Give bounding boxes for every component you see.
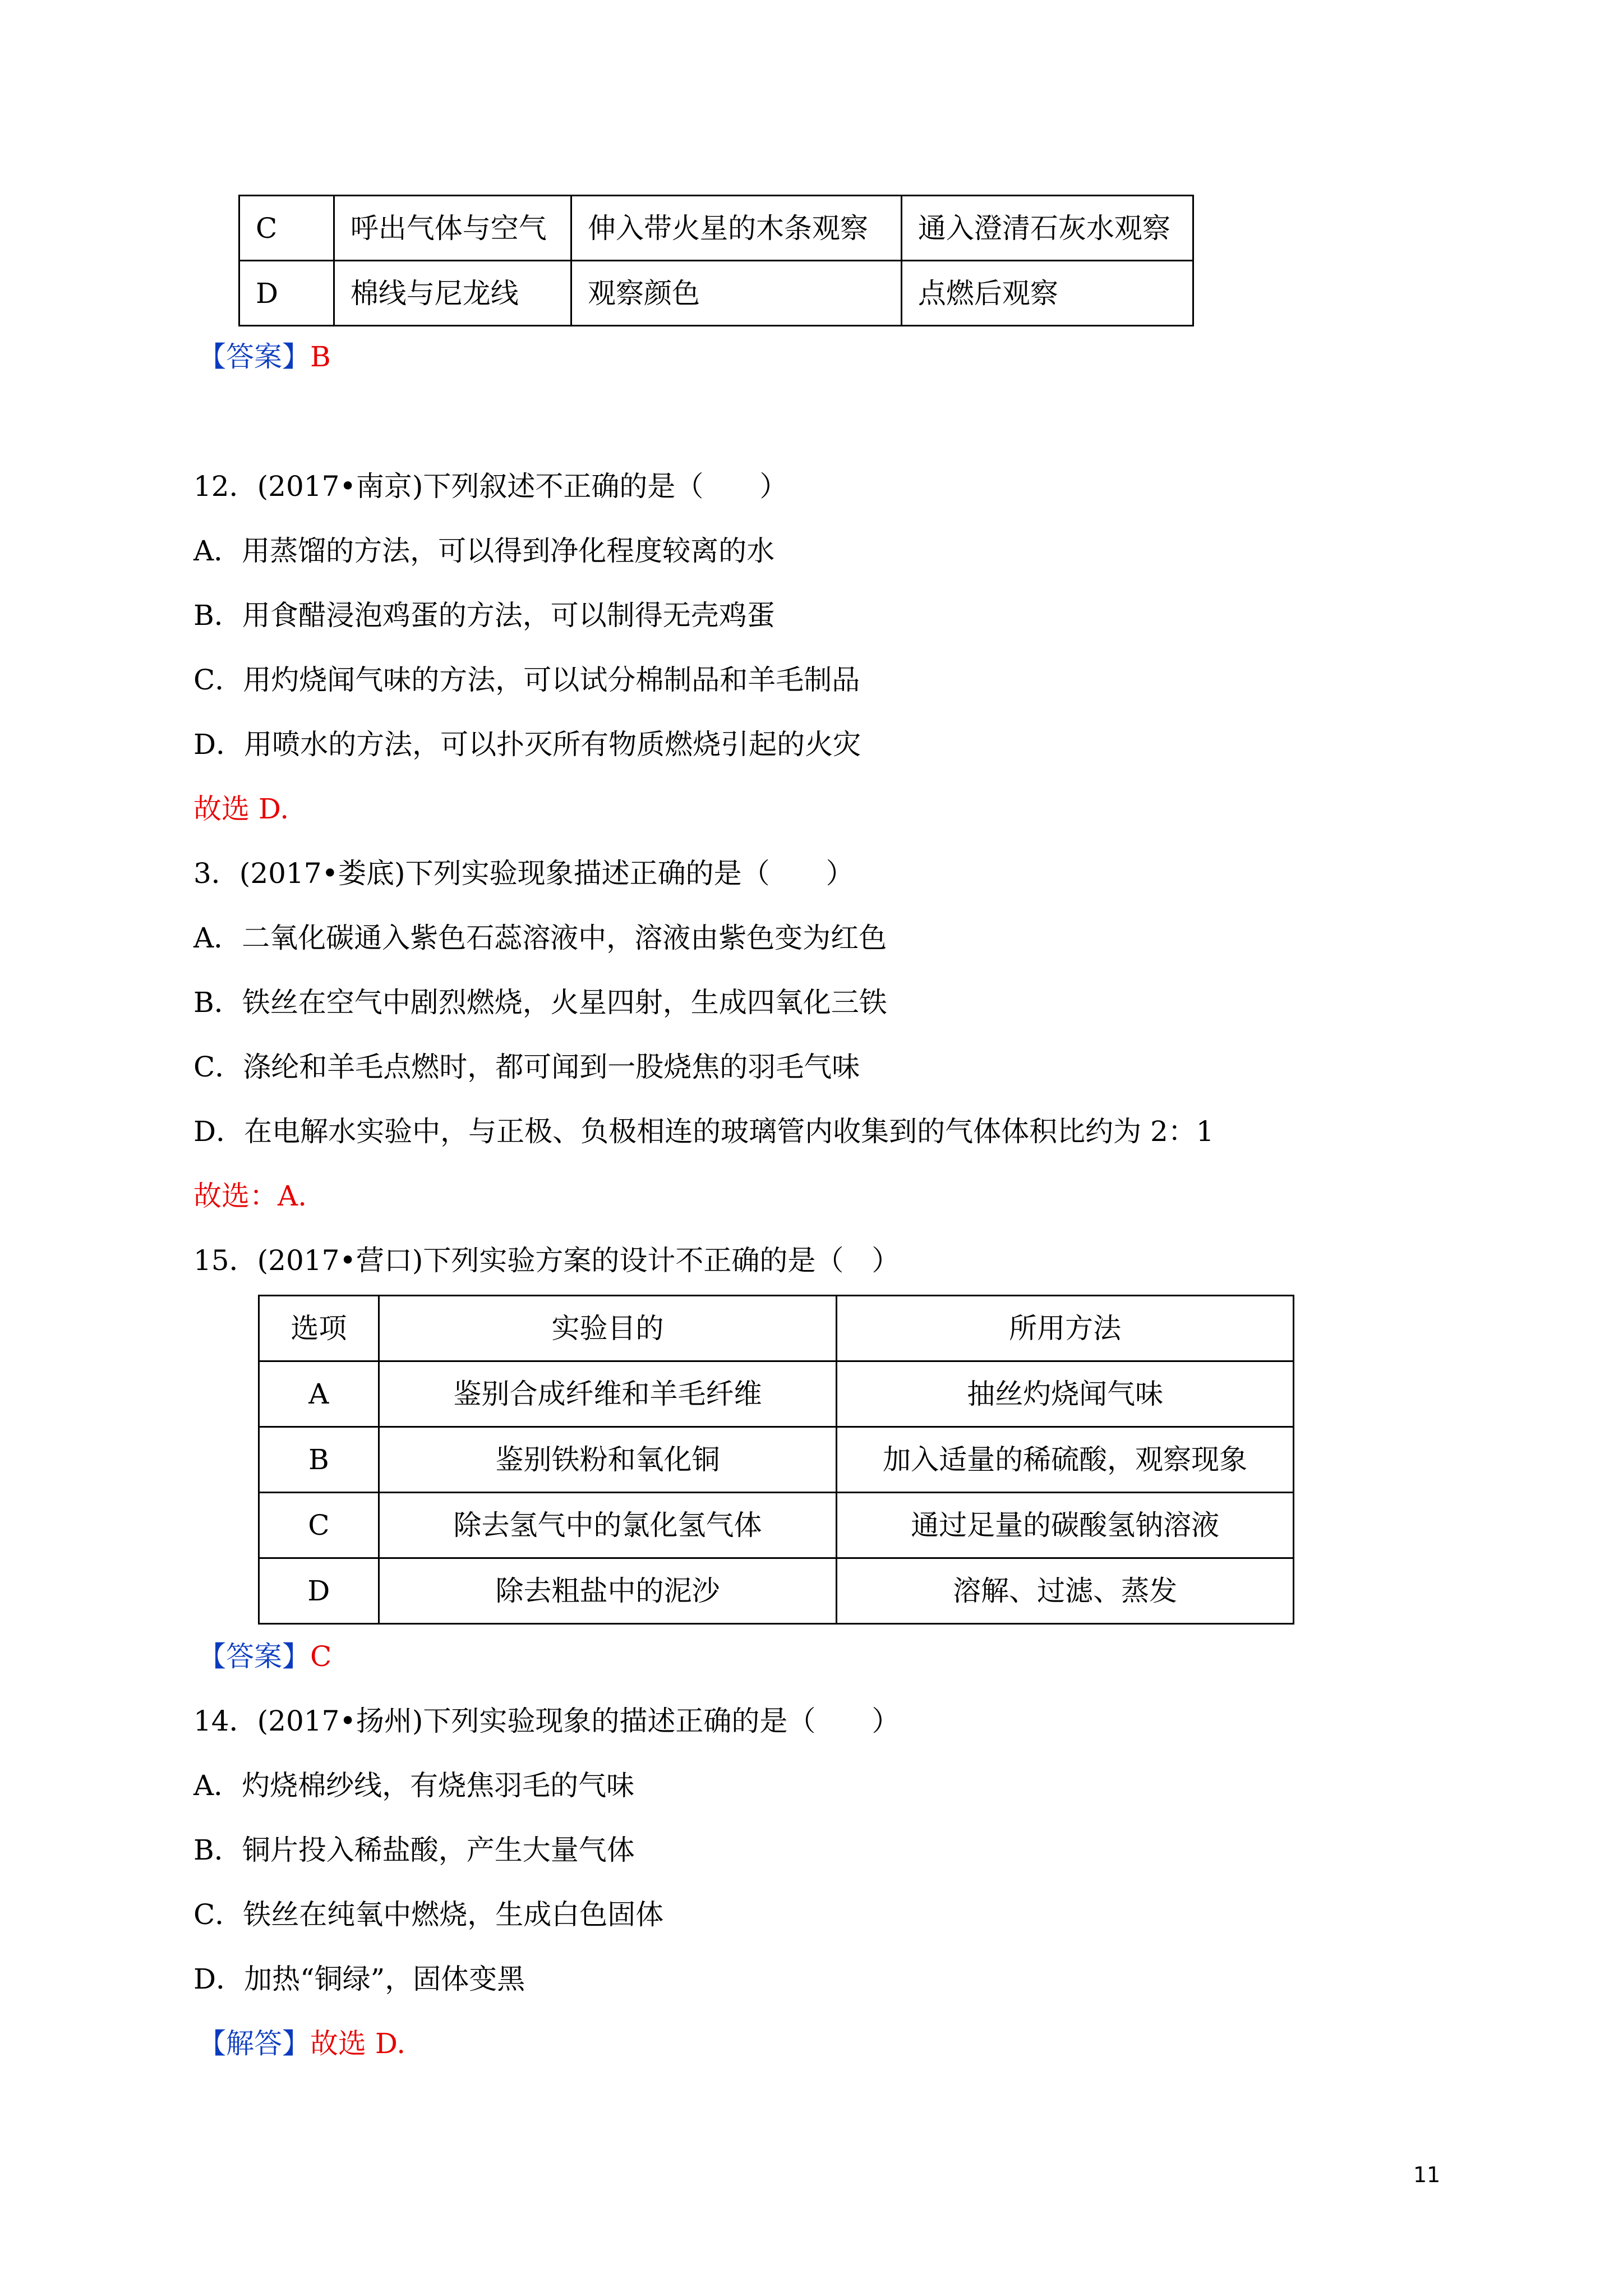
table-cell: C [259, 1493, 379, 1558]
option-d: D．在电解水实验中，与正极、负极相连的玻璃管内收集到的气体体积比约为 2：1 [193, 1115, 1214, 1148]
table-header: 实验目的 [379, 1296, 837, 1361]
table-cell: D [239, 261, 334, 326]
table-cell: 加入适量的稀硫酸，观察现象 [837, 1427, 1294, 1493]
table-cell: 棉线与尼龙线 [334, 261, 571, 326]
option-c: C．涤纶和羊毛点燃时，都可闻到一股烧焦的羽毛气味 [193, 1051, 860, 1083]
table-cell: 点燃后观察 [901, 261, 1193, 326]
answer-line [198, 343, 331, 371]
table-cell: 除去氢气中的氯化氢气体 [379, 1493, 837, 1558]
option-a: A．灼烧棉纱线，有烧焦羽毛的气味 [193, 1769, 635, 1802]
table-cell: D [259, 1558, 379, 1624]
table-row [239, 261, 1193, 326]
table-cell: 鉴别合成纤维和羊毛纤维 [379, 1361, 837, 1427]
options-table-continued [238, 195, 1194, 326]
table-cell: 观察颜色 [571, 261, 902, 326]
table-cell: A [259, 1361, 379, 1427]
answer-line [198, 1642, 331, 1671]
table-header-row [259, 1296, 1294, 1361]
table-header: 选项 [259, 1296, 379, 1361]
table-cell: B [259, 1427, 379, 1493]
answer-value: C [310, 1640, 332, 1673]
option-c: C．用灼烧闻气味的方法，可以试分棉制品和羊毛制品 [193, 664, 860, 696]
conclusion: 故选 D. [193, 793, 289, 825]
option-a: A．用蒸馏的方法，可以得到净化程度较离的水 [193, 535, 775, 567]
question-stem: 14．(2017•扬州)下列实验现象的描述正确的是（ ） [193, 1705, 900, 1737]
table-cell: 鉴别铁粉和氧化铜 [379, 1427, 837, 1493]
table-cell: C [239, 196, 334, 261]
question-stem: 12．(2017•南京)下列叙述不正确的是（ ） [193, 470, 788, 503]
option-b: B．用食醋浸泡鸡蛋的方法，可以制得无壳鸡蛋 [193, 599, 775, 632]
table-cell: 除去粗盐中的泥沙 [379, 1558, 837, 1624]
table-cell: 通过足量的碳酸氢钠溶液 [837, 1493, 1294, 1558]
table-header: 所用方法 [837, 1296, 1294, 1361]
option-c: C．铁丝在纯氧中燃烧，生成白色固体 [193, 1898, 664, 1931]
table-row [259, 1361, 1294, 1427]
answer-value: B [310, 341, 331, 373]
conclusion: 故选：A. [193, 1180, 307, 1212]
page-number: 11 [1413, 2162, 1441, 2187]
table-cell: 溶解、过滤、蒸发 [837, 1558, 1294, 1624]
answer-line [198, 2027, 406, 2060]
table-row [259, 1427, 1294, 1493]
table-cell: 通入澄清石灰水观察 [901, 196, 1193, 261]
table-row [259, 1558, 1294, 1624]
answer-bracket: 【答案】 [198, 1640, 310, 1673]
question-stem: 15．(2017•营口)下列实验方案的设计不正确的是（ ） [193, 1244, 900, 1277]
answer-bracket: 【答案】 [198, 341, 310, 373]
question-stem: 3．(2017•娄底)下列实验现象描述正确的是（ ） [193, 857, 854, 890]
experiment-table [258, 1295, 1294, 1625]
option-b: B．铁丝在空气中剧烈燃烧，火星四射，生成四氧化三铁 [193, 986, 887, 1019]
answer-value: 故选 D. [310, 2027, 406, 2060]
option-d: D．加热“铜绿”，固体变黑 [193, 1963, 525, 1995]
table-row [259, 1493, 1294, 1558]
table-cell: 伸入带火星的木条观察 [571, 196, 902, 261]
option-b: B．铜片投入稀盐酸，产生大量气体 [193, 1834, 635, 1866]
table-row [239, 196, 1193, 261]
table-cell: 抽丝灼烧闻气味 [837, 1361, 1294, 1427]
answer-bracket: 【解答】 [198, 2027, 310, 2060]
table-cell: 呼出气体与空气 [334, 196, 571, 261]
option-d: D．用喷水的方法，可以扑灭所有物质燃烧引起的火灾 [193, 728, 861, 761]
option-a: A．二氧化碳通入紫色石蕊溶液中，溶液由紫色变为红色 [193, 922, 887, 954]
